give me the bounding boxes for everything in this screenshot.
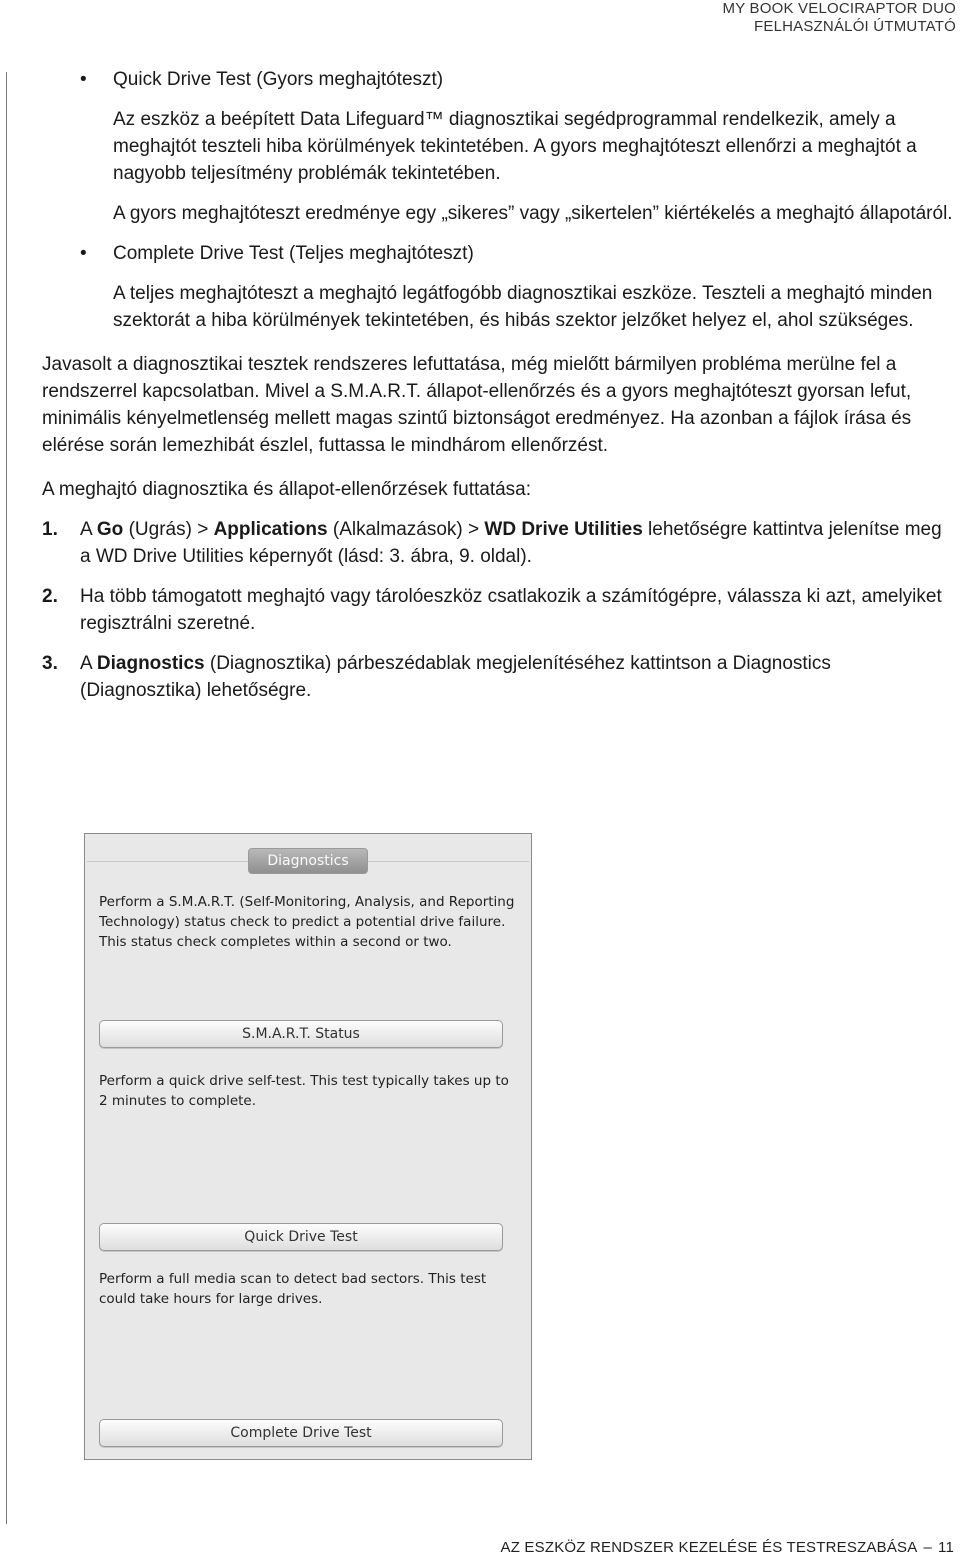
smart-status-description: Perform a S.M.A.R.T. (Self-Monitoring, Analysis, and Reporting Technology) status check to predict a potential drive failure. This status check completes within a second or two. <box>99 894 515 950</box>
header-product: MY BOOK VELOCIRAPTOR DUO <box>722 0 956 17</box>
quick-drive-test-button[interactable]: Quick Drive Test <box>99 1223 503 1251</box>
step-number: 3. <box>42 653 58 674</box>
left-margin-rule <box>6 72 7 1524</box>
running-header <box>723 0 956 36</box>
diagnostics-dialog-screenshot <box>84 833 532 1460</box>
step-number: 2. <box>42 586 58 607</box>
bullet-quick-drive-test <box>42 66 954 93</box>
footer-separator: – <box>923 1539 933 1556</box>
running-footer <box>501 1539 955 1556</box>
quick-test-paragraph-1: Az eszköz a beépített Data Lifeguard™ diagnosztikai segédprogrammal rendelkezik, amely a meghajtót teszteli hiba körülmények tekintetében. A gyors meghajtóteszt ellenőrzi a meghajtót a nagyobb teljesítmény problémák tekintetében. <box>113 109 917 184</box>
step-1: 1. A Go (Ugrás) > Applications (Alkalmazások) > WD Drive Utilities lehetőségre kattintva jelenítse meg a WD Drive Utilities képernyőt (lásd: 3. ábra, 9. oldal). <box>42 516 954 570</box>
bullet-complete-drive-test <box>42 240 954 267</box>
step-3: 3. A Diagnostics (Diagnosztika) párbeszédablak megjelenítéséhez kattintson a Diagnostics (Diagnosztika) lehetőségre. <box>42 650 954 704</box>
footer-section-title: AZ ESZKÖZ RENDSZER KEZELÉSE ÉS TESTRESZABÁSA <box>500 1539 918 1556</box>
diagnostics-panel <box>87 861 529 1458</box>
quick-test-description: Perform a quick drive self-test. This test typically takes up to 2 minutes to complete. <box>99 1073 509 1109</box>
bullet-title: Complete Drive Test (Teljes meghajtóteszt) <box>113 243 474 264</box>
recommendation-paragraph: Javasolt a diagnosztikai tesztek rendszeres lefuttatása, még mielőtt bármilyen probléma merülne fel a rendszerrel kapcsolatban. Mivel a S.M.A.R.T. állapot-ellenőrzés és a gyors meghajtóteszt gyorsan lefut, minimális kényelmetlenség mellett magas szintű biztonságot eredményez. Ha azonban a fájlok írása és elérése során lemezhibát észlel, futtassa le mindhárom ellenőrzést. <box>42 354 912 456</box>
bullet-title: Quick Drive Test (Gyors meghajtóteszt) <box>113 69 444 90</box>
quick-test-paragraph-2: A gyors meghajtóteszt eredménye egy „sikeres” vagy „sikertelen” kiértékelés a meghajtó állapotáról. <box>113 203 953 224</box>
step-number: 1. <box>42 519 58 540</box>
step-2: 2. Ha több támogatott meghajtó vagy tárolóeszköz csatlakozik a számítógépre, válassza ki azt, amelyiket regisztrálni szeretné. <box>42 583 954 637</box>
header-manual: FELHASZNÁLÓI ÚTMUTATÓ <box>754 18 956 35</box>
smart-status-button[interactable]: S.M.A.R.T. Status <box>99 1020 503 1048</box>
menu-applications: Applications <box>213 519 328 540</box>
complete-test-description: Perform a full media scan to detect bad sectors. This test could take hours for large drives. <box>99 1271 487 1307</box>
menu-go: Go <box>96 519 124 540</box>
menu-wd-drive-utilities: WD Drive Utilities <box>484 519 643 540</box>
complete-drive-test-button[interactable]: Complete Drive Test <box>99 1419 503 1447</box>
bullet-glyph: • <box>80 243 87 264</box>
complete-test-paragraph: A teljes meghajtóteszt a meghajtó legátfogóbb diagnosztikai eszköze. Teszteli a meghajtó minden szektorát a hiba körülmények tekintetében, és hibás szektor jelzőket helyez el, ahol szükséges. <box>113 283 933 331</box>
menu-diagnostics: Diagnostics <box>96 653 205 674</box>
tab-diagnostics[interactable]: Diagnostics <box>248 848 368 874</box>
page-number: 11 <box>938 1539 954 1556</box>
bullet-glyph: • <box>80 69 87 90</box>
page-body <box>42 66 954 704</box>
procedure-heading: A meghajtó diagnosztika és állapot-ellenőrzések futtatása: <box>42 479 532 500</box>
